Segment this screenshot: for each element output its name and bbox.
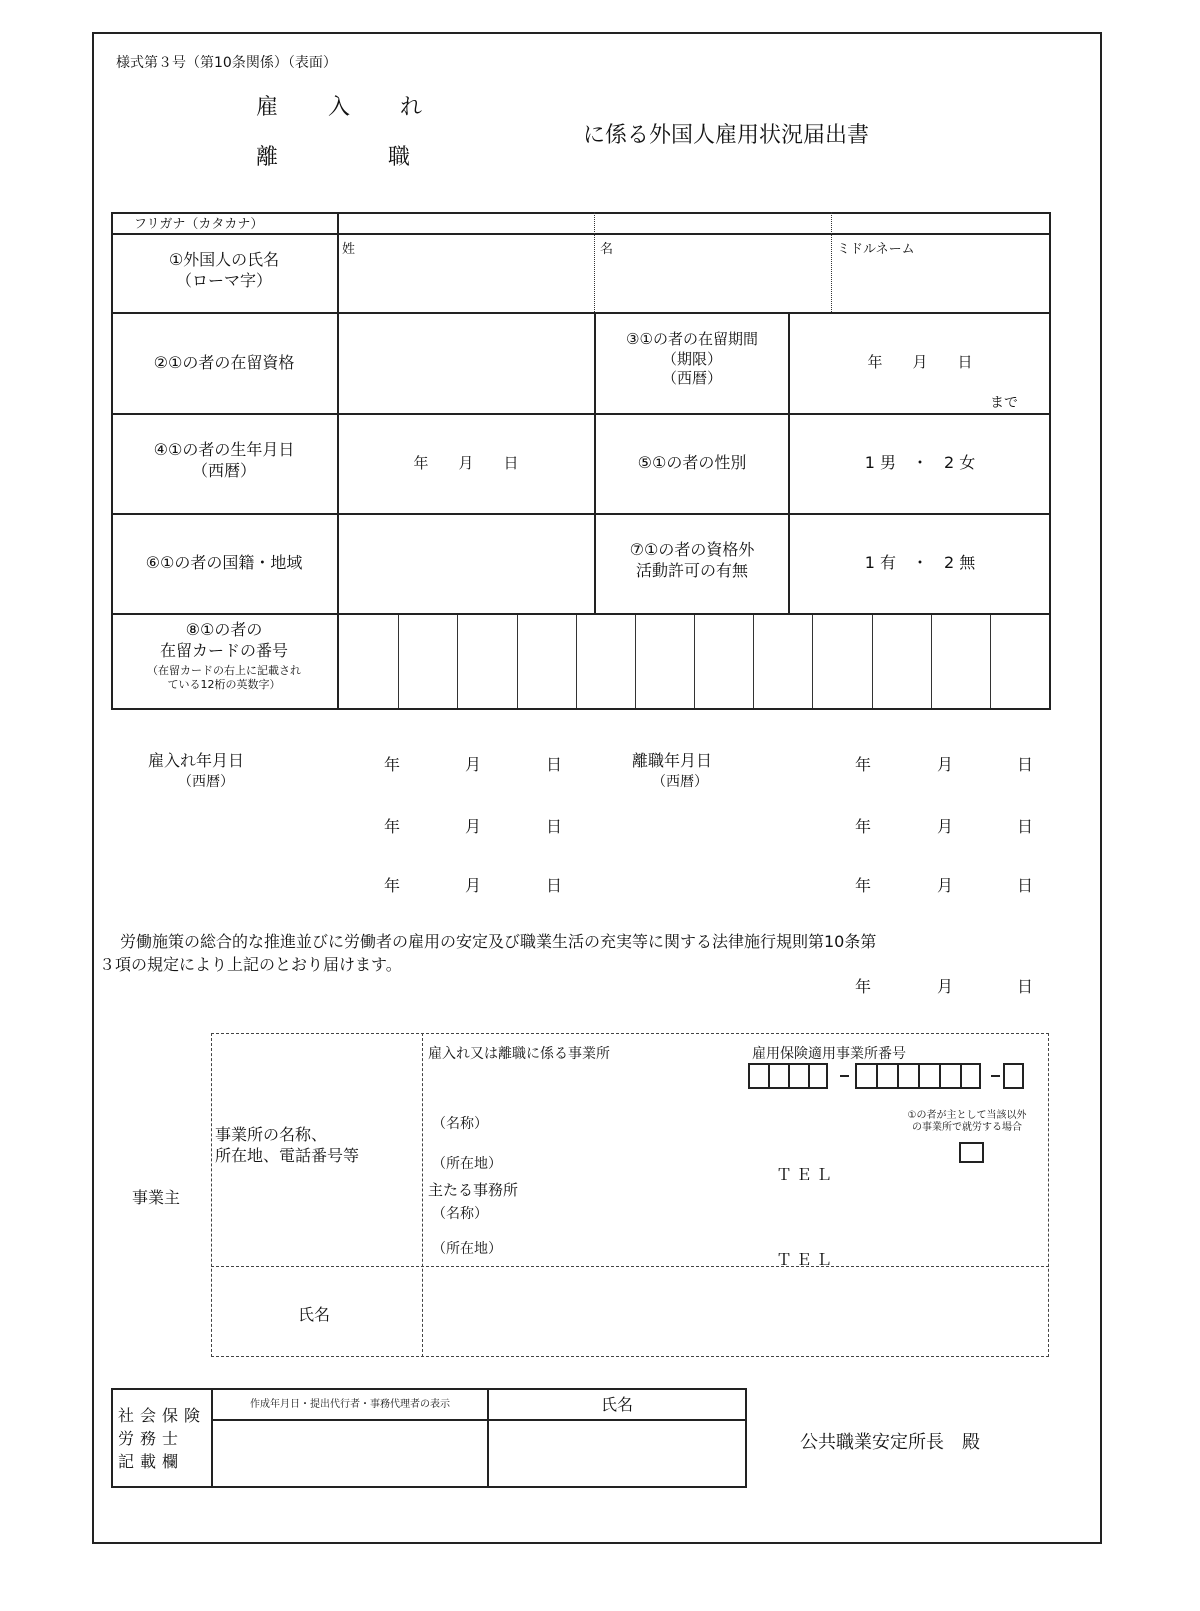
- checkbox-note: ①の者が主として当該以外 の事業所で就労する場合: [907, 1110, 1027, 1133]
- leave-date-day-1[interactable]: 日: [1017, 755, 1034, 774]
- insurance-separator: [840, 1075, 849, 1077]
- sex-label: ⑤①の者の性別: [637, 453, 747, 472]
- insurance-digit-box[interactable]: [939, 1063, 960, 1089]
- status-input[interactable]: [339, 314, 593, 412]
- birth-label: ④①の者の生年月日 （西暦）: [153, 440, 295, 480]
- insurance-digit-box[interactable]: [748, 1063, 768, 1089]
- name-label: ①外国人の氏名 （ローマ字）: [168, 250, 280, 290]
- hire-date-year-1[interactable]: 年: [384, 755, 401, 774]
- main-office-label: 主たる事務所: [428, 1181, 519, 1199]
- insurance-digit-box[interactable]: [918, 1063, 939, 1089]
- card-digit-box[interactable]: [931, 615, 990, 708]
- main-office-tel[interactable]: ＴＥＬ: [776, 1250, 837, 1269]
- period-date[interactable]: 年 月 日: [867, 353, 973, 371]
- birth-date[interactable]: 年 月 日: [413, 454, 519, 472]
- hire-date-month-2[interactable]: 月: [465, 817, 482, 836]
- card-digit-box[interactable]: [872, 615, 931, 708]
- main-office-address-field[interactable]: （所在地）: [432, 1241, 502, 1257]
- addressee: 公共職業安定所長 殿: [800, 1432, 980, 1453]
- middle-name-label: ミドルネーム: [837, 242, 915, 257]
- insurance-digit-box[interactable]: [1003, 1063, 1024, 1089]
- card-digit-box[interactable]: [753, 615, 812, 708]
- card-digit-box[interactable]: [457, 615, 516, 708]
- insurance-digit-box[interactable]: [855, 1063, 876, 1089]
- office-header: 雇入れ又は離職に係る事業所: [428, 1046, 610, 1062]
- hire-date-year-3[interactable]: 年: [384, 876, 401, 895]
- declaration-line1: 労働施策の総合的な推進並びに労働者の雇用の安定及び職業生活の充実等に関する法律施行規則第10条第: [120, 932, 877, 951]
- hire-date-label: 雇入れ年月日: [148, 751, 245, 770]
- sr-col1-header: 作成年月日・提出代行者・事務代理者の表示: [250, 1399, 450, 1410]
- office-name-field[interactable]: （名称）: [432, 1116, 488, 1132]
- sr-col2-header: 氏名: [600, 1395, 633, 1414]
- card-digit-box[interactable]: [990, 615, 1049, 708]
- insurance-digit-box[interactable]: [788, 1063, 808, 1089]
- declaration-day[interactable]: 日: [1017, 977, 1034, 996]
- surname-input[interactable]: [339, 236, 593, 311]
- main-office-name-field[interactable]: （名称）: [432, 1206, 488, 1222]
- card-digit-box[interactable]: [339, 615, 398, 708]
- card-label-1: ⑧①の者の: [185, 620, 263, 639]
- sr-label: 社会保険 労務士 記載欄: [118, 1406, 207, 1472]
- card-digit-box[interactable]: [576, 615, 635, 708]
- employer-label: 事業主: [132, 1188, 181, 1207]
- form-number: 様式第３号（第10条関係）（表面）: [116, 55, 337, 71]
- card-digit-box[interactable]: [398, 615, 457, 708]
- surname-label: 姓: [342, 242, 356, 257]
- hire-era-label: （西暦）: [178, 774, 234, 790]
- leave-date-day-2[interactable]: 日: [1017, 817, 1034, 836]
- office-info-label: 事業所の名称、 所在地、電話番号等: [215, 1125, 360, 1165]
- permission-label: ⑦①の者の資格外 活動許可の有無: [629, 540, 755, 580]
- hire-date-month-1[interactable]: 月: [465, 755, 482, 774]
- person-name-input[interactable]: [424, 1268, 1047, 1356]
- other-office-checkbox[interactable]: [959, 1142, 984, 1163]
- leave-date-label: 離職年月日: [632, 751, 713, 770]
- hire-date-day-3[interactable]: 日: [546, 876, 563, 895]
- nationality-label: ⑥①の者の国籍・地域: [145, 553, 303, 572]
- hire-date-day-1[interactable]: 日: [546, 755, 563, 774]
- person-name-label: 氏名: [298, 1305, 331, 1324]
- leave-date-year-1[interactable]: 年: [855, 755, 872, 774]
- permission-options[interactable]: 1 有 ・ 2 無: [864, 553, 976, 572]
- given-name-input[interactable]: [596, 236, 830, 311]
- declaration-line2: ３項の規定により上記のとおり届けます。: [99, 955, 402, 974]
- hire-date-year-2[interactable]: 年: [384, 817, 401, 836]
- office-address-field[interactable]: （所在地）: [432, 1156, 502, 1172]
- leave-date-month-1[interactable]: 月: [937, 755, 954, 774]
- declaration-year[interactable]: 年: [855, 977, 872, 996]
- period-until: まで: [990, 395, 1018, 411]
- hire-date-day-2[interactable]: 日: [546, 817, 563, 836]
- card-digit-box[interactable]: [635, 615, 694, 708]
- insurance-digit-box[interactable]: [768, 1063, 788, 1089]
- leave-date-year-2[interactable]: 年: [855, 817, 872, 836]
- sr-col1-input[interactable]: [213, 1421, 486, 1486]
- card-label-2: 在留カードの番号: [159, 641, 288, 660]
- title-leave: 離 職: [256, 145, 411, 170]
- declaration-month[interactable]: 月: [937, 977, 954, 996]
- insurance-digit-box[interactable]: [876, 1063, 897, 1089]
- given-name-label: 名: [600, 242, 614, 257]
- furigana-label: フリガナ（カタカナ）: [134, 217, 264, 232]
- status-label: ②①の者の在留資格: [153, 353, 295, 372]
- nationality-input[interactable]: [339, 515, 593, 612]
- hire-date-month-3[interactable]: 月: [465, 876, 482, 895]
- middle-name-input[interactable]: [833, 236, 1049, 311]
- leave-date-month-3[interactable]: 月: [937, 876, 954, 895]
- leave-era-label: （西暦）: [652, 774, 708, 790]
- title-hire: 雇 入 れ: [256, 95, 425, 120]
- insurance-label: 雇用保険適用事業所番号: [752, 1046, 906, 1062]
- period-label: ③①の者の在留期間 （期限） （西暦）: [626, 330, 758, 387]
- insurance-separator: [991, 1075, 1000, 1077]
- insurance-digit-box[interactable]: [960, 1063, 981, 1089]
- leave-date-day-3[interactable]: 日: [1017, 876, 1034, 895]
- card-digit-box[interactable]: [812, 615, 871, 708]
- leave-date-month-2[interactable]: 月: [937, 817, 954, 836]
- card-note: （在留カードの右上に記載され ている12桁の英数字）: [147, 664, 301, 691]
- card-digit-box[interactable]: [517, 615, 576, 708]
- office-tel[interactable]: ＴＥＬ: [776, 1165, 837, 1184]
- card-digit-box[interactable]: [694, 615, 753, 708]
- insurance-digit-box[interactable]: [808, 1063, 828, 1089]
- insurance-digit-box[interactable]: [897, 1063, 918, 1089]
- leave-date-year-3[interactable]: 年: [855, 876, 872, 895]
- sr-col2-input[interactable]: [489, 1421, 745, 1486]
- title-suffix: に係る外国人雇用状況届出書: [583, 123, 870, 148]
- sex-options[interactable]: 1 男 ・ 2 女: [864, 453, 976, 472]
